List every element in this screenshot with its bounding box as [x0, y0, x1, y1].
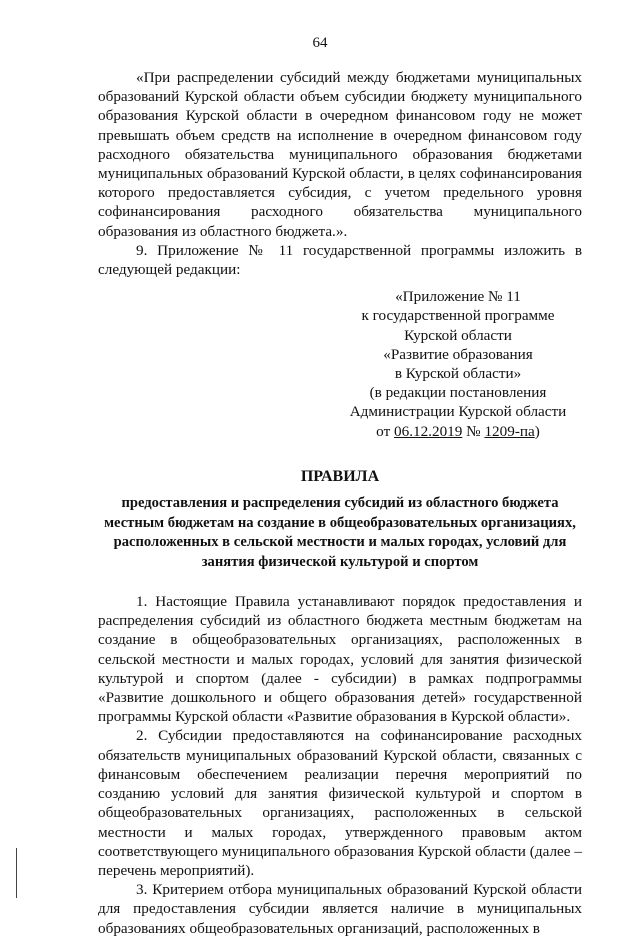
paragraph-subsidy-limit: «При распределении субсидий между бюджетами муниципальных образований Курской области объем субсидии бюджету муниципального образования Курской области в очередном финансовом году не может превышать объем средств на исполнение в очередном финансовом году расходного обязательства муниципального образования бюджетами муниципальных образований Курской области, в целях софинансирования которого предоставляется субсидия, с учетом предельного уровня софинансирования расходного обязательства муниципального образования из областного бюджета.».: [98, 69, 582, 240]
appendix-line: Курской области: [404, 326, 512, 344]
appendix-date-line: [334, 422, 582, 441]
rule-paragraph-1: 1. Настоящие Правила устанавливают порядок предоставления и распределения субсидий из областного бюджета местным бюджетам на создание в общеобразовательных организациях, расположенных в сельской местности и малых городах, условий для занятия физической культурой и спортом (далее - субсидии) в рамках подпрограммы «Развитие дошкольного и общего образования детей» государственной программы Курской области «Развитие образования в Курской области».: [98, 593, 582, 726]
appendix-line: Администрации Курской области: [349, 403, 567, 421]
rules-subtitle: предоставления и распределения субсидий из областного бюджета местным бюджетам на создание в общеобразовательных организациях, расположенных в сельской местности и малых городах, условий для занятия физической культурой и спортом: [104, 495, 576, 570]
closing-paren: ): [534, 422, 540, 440]
appendix-line: «Приложение № 11: [395, 288, 521, 306]
resolution-number: 1209-па: [484, 422, 535, 440]
paragraph-item-9: 9. Приложение № 11 государственной программы изложить в следующей редакции:: [98, 241, 582, 279]
number-sign: №: [466, 422, 481, 440]
document-body: [98, 68, 582, 938]
appendix-reference: [334, 287, 582, 441]
margin-line: [16, 848, 17, 898]
rules-title: ПРАВИЛА: [300, 467, 380, 485]
rules-list: [98, 592, 582, 938]
date-prefix: от: [376, 422, 391, 440]
appendix-line: к государственной программе: [361, 307, 555, 325]
rule-paragraph-2: 2. Субсидии предоставляются на софинансирование расходных обязательств муниципальных образований Курской области, связанных с финансовым обеспечением реализации перечня мероприятий по созданию условий для занятия физической культурой и спортом в общеобразовательных организациях, расположенных в сельской местности и малых городах, утвержденного правовым актом соответствующего муниципального образования Курской области (далее – перечень мероприятий).: [98, 727, 582, 879]
resolution-date: 06.12.2019: [394, 422, 463, 440]
rule-paragraph-3: 3. Критерием отбора муниципальных образований Курской области для предоставления субсидии является наличие в муниципальных образованиях общеобразовательных организаций, расположенных в: [98, 881, 582, 937]
appendix-line: (в редакции постановления: [369, 384, 547, 402]
page-number: 64: [312, 35, 328, 51]
appendix-line: в Курской области»: [394, 365, 522, 383]
appendix-line: «Развитие образования: [383, 345, 533, 363]
